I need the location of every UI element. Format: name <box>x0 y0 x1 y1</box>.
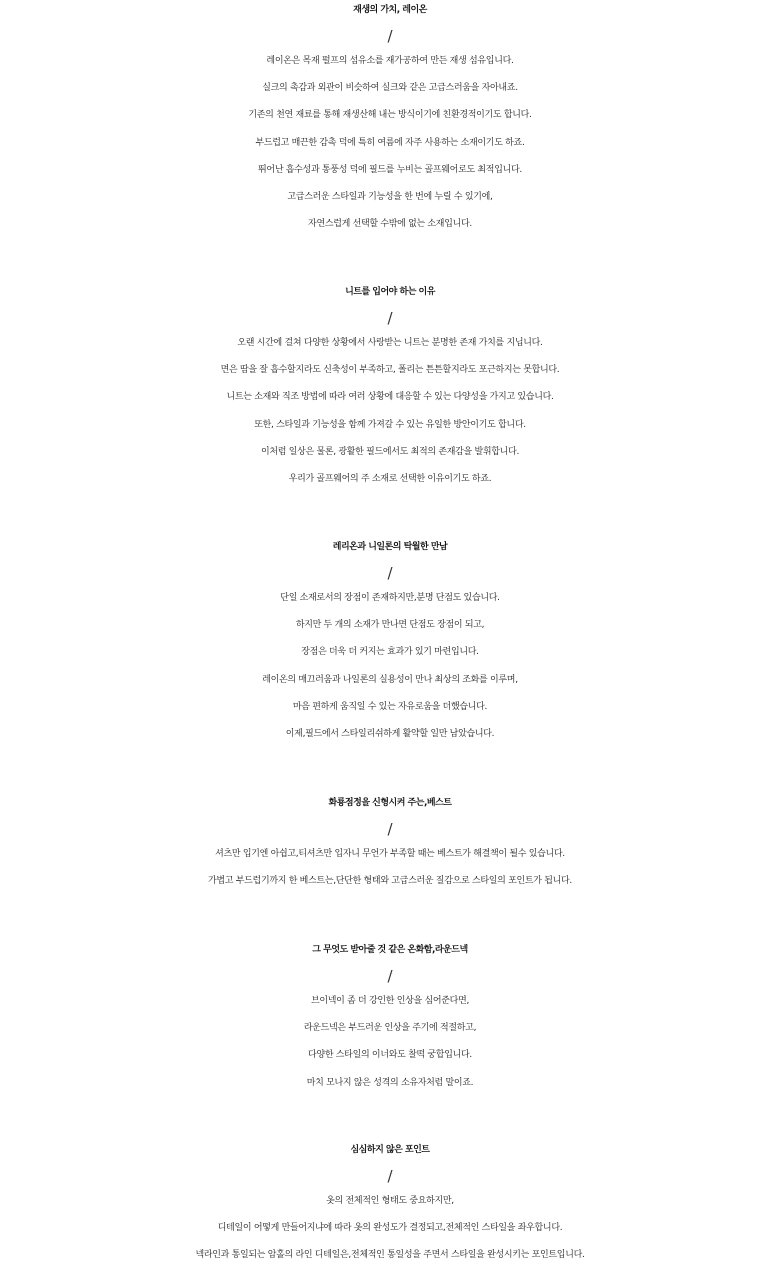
body-line: 실크의 촉감과 외관이 비슷하여 실크와 같은 고급스러움을 자아내죠. <box>262 83 518 94</box>
section-roundneck <box>0 936 780 1097</box>
body-line: 마음 편하게 움직일 수 있는 자유로움을 더했습니다. <box>292 701 488 712</box>
section-title: 니트를 입어야 하는 이유 <box>345 287 435 297</box>
body-line: 뛰어난 흡수성과 통풍성 덕에 필드를 누비는 골프웨어로도 최적입니다. <box>258 164 522 175</box>
body-line: 다양한 스타일의 이너와도 찰떡 궁합입니다. <box>308 1050 472 1061</box>
section-divider: / <box>387 564 393 582</box>
body-line: 디테일이 어떻게 만들어지냐에 따라 옷의 완성도가 결정되고,전체적인 스타일을 좌우합니다. <box>217 1223 563 1234</box>
section-divider: / <box>387 820 393 838</box>
body-line: 우리가 골프웨어의 주 소재로 선택한 이유이기도 하죠. <box>288 473 492 484</box>
body-line: 또한, 스타일과 기능성을 함께 가져갈 수 있는 유일한 방안이기도 합니다. <box>254 419 526 430</box>
body-line: 면은 땀을 잘 흡수할지라도 신축성이 부족하고, 폴리는 튼튼할지라도 포근하지는 못합니다. <box>220 365 560 376</box>
section-rayon <box>0 0 780 238</box>
body-line: 고급스러운 스타일과 기능성을 한 번에 누릴 수 있기에, <box>287 191 493 202</box>
body-line: 기존의 천연 재료를 통해 재생산해 내는 방식이기에 친환경적이기도 합니다. <box>248 110 532 121</box>
body-line: 부드럽고 매끈한 감촉 덕에 특히 여름에 자주 사용하는 소재이기도 하죠. <box>255 137 525 148</box>
section-divider: / <box>387 967 393 985</box>
body-line: 넥라인과 통일되는 암홀의 라인 디테일은,전체적인 통일성을 주면서 스타일을 완성시키는 포인트입니다. <box>195 1250 585 1261</box>
section-title: 재생의 가치, 레이온 <box>353 5 427 15</box>
section-knit <box>0 278 780 493</box>
body-line: 오랜 시간에 걸쳐 다양한 상황에서 사랑받는 니트는 분명한 존재 가치를 지닙니다. <box>237 338 543 348</box>
body-line: 이제,필드에서 스타일리쉬하게 활약할 일만 남았습니다. <box>285 728 495 739</box>
body-line: 장점은 더욱 더 커지는 효과가 있기 마련입니다. <box>301 647 479 658</box>
section-title: 심심하지 않은 포인트 <box>350 1145 430 1155</box>
body-line: 셔츠만 입기엔 아쉽고,티셔츠만 입자니 무언가 부족할 때는 베스트가 해결책이 될수 있습니다. <box>215 849 565 859</box>
section-divider: / <box>387 27 393 45</box>
section-point <box>0 1136 780 1270</box>
body-line: 하지만 두 개의 소재가 만나면 단점도 장점이 되고, <box>295 620 485 631</box>
section-title: 화룡점정을 신형시켜 주는,베스트 <box>328 798 452 808</box>
section-title: 레리온과 니일론의 탁월한 만남 <box>332 542 448 552</box>
body-line: 레이온은 목재 펄프의 섬유소를 재가공하여 만든 재생 섬유입니다. <box>266 56 514 66</box>
section-vest <box>0 789 780 895</box>
body-line: 니트는 소재와 직조 방법에 따라 여러 상황에 대응할 수 있는 다양성을 가지고 있습니다. <box>226 392 554 403</box>
section-divider: / <box>387 1167 393 1185</box>
body-line: 단일 소재로서의 장점이 존재하지만,분명 단점도 있습니다. <box>280 593 500 603</box>
body-line: 마치 모나지 않은 성격의 소유자처럼 말이죠. <box>306 1077 474 1088</box>
body-line: 브이넥이 좀 더 강인한 인상을 심어준다면, <box>310 996 470 1006</box>
body-line: 라운드넥은 부드러운 인상을 주기에 적절하고, <box>303 1023 477 1034</box>
body-line: 레이온의 매끄러움과 나일론의 실용성이 만나 최상의 조화를 이루며, <box>262 674 518 685</box>
section-rayon-nylon <box>0 533 780 748</box>
body-line: 이처럼 일상은 물론, 광활한 필드에서도 최적의 존재감을 발휘합니다. <box>260 446 520 457</box>
body-line: 자연스럽게 선택할 수밖에 없는 소재입니다. <box>308 219 472 230</box>
section-title: 그 무엇도 받아줄 것 같은 온화함,라운드넥 <box>312 945 468 955</box>
section-divider: / <box>387 309 393 327</box>
body-line: 옷의 전체적인 형태도 중요하지만, <box>326 1196 454 1206</box>
body-line: 가볍고 부드럽기까지 한 베스트는,단단한 형태와 고급스러운 질감으로 스타일의 포인트가 됩니다. <box>208 876 572 887</box>
